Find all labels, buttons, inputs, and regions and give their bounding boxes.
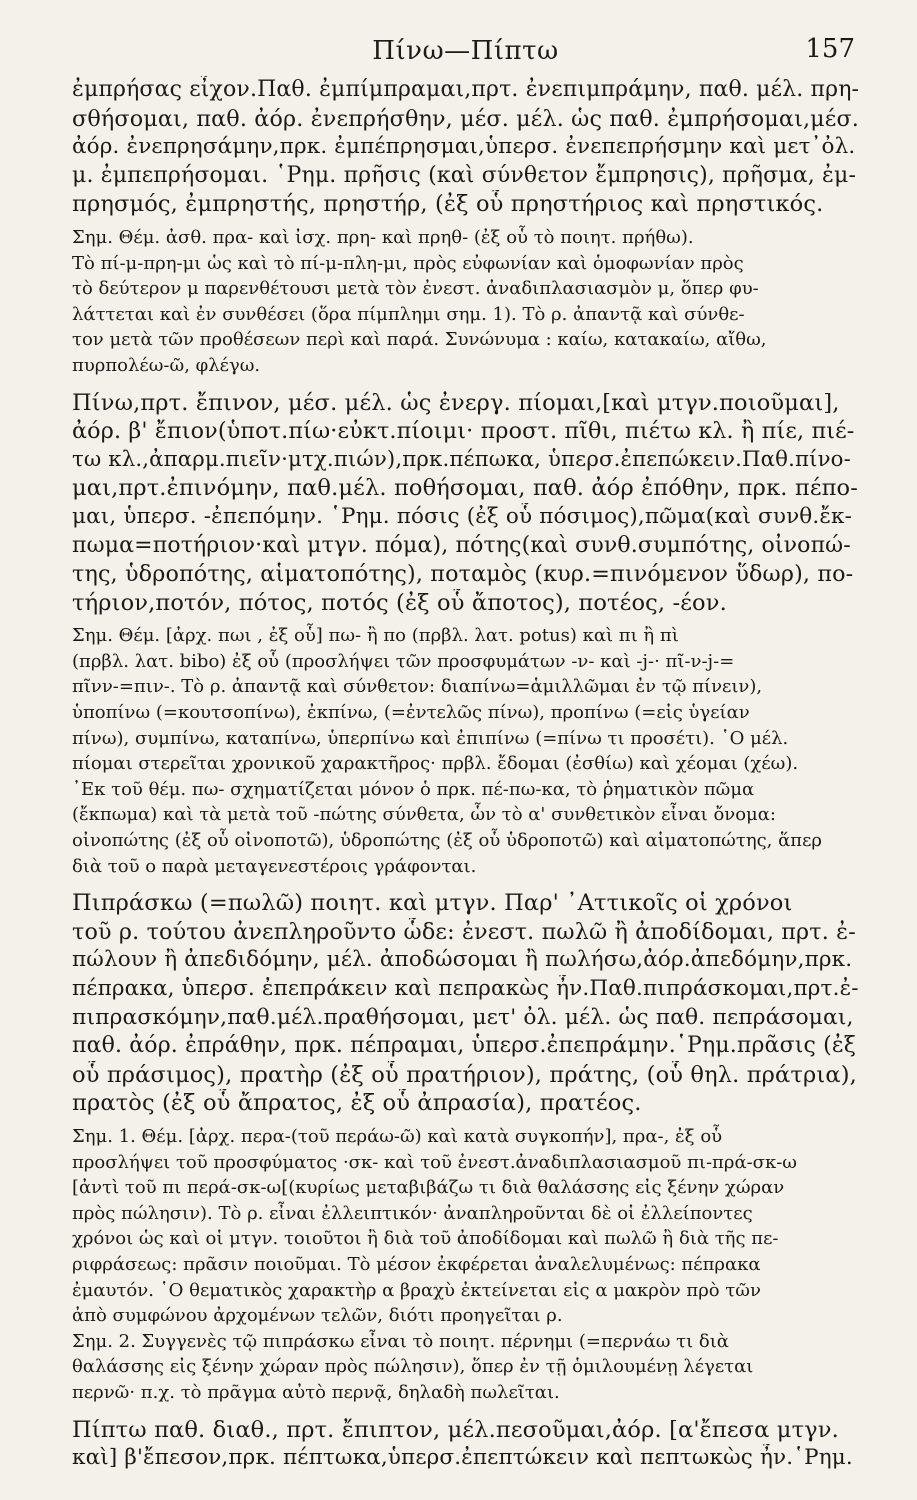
text-line: οὗ πράσιμος), πρατὴρ (ἐξ οὗ πρατήριον), πράτης, (οὗ θηλ. πράτρια), — [72, 1061, 857, 1088]
note-line: λάττεται καὶ ἐν συνθέσει (ὅρα πίμπλημι σημ. 1). Τὸ ρ. ἀπαντᾷ καὶ σύνθε- — [72, 303, 745, 325]
note-line: περνῶ· π.χ. τὸ πρᾶγμα αὐτὸ περνᾷ, δηλαδὴ πωλεῖται. — [72, 1381, 560, 1403]
note-line: τὸ δεύτερον μ παρενθέτουσι μετὰ τὸν ἐνεστ. ἀναδιπλασιασμὸν μ, ὅπερ φυ- — [72, 278, 759, 300]
text-line: πώλουν ἢ ἀπεδιδόμην, μέλ. ἀποδώσομαι ἢ πωλήσω,ἀόρ.ἀπεδόμην,πρκ. — [72, 947, 853, 973]
note-line: πίνω), συμπίνω, καταπίνω, ὑπερπίνω καὶ ἐπιπίνω (=πίνω τι προσέτι). ῾Ο μέλ. — [72, 727, 789, 749]
text-line: της, ὑδροπότης, αἱματοπότης), ποταμὸς (κυρ.=πινόμενον ὕδωρ), πο- — [72, 561, 854, 588]
note-line: Σημ. 1. Θέμ. [ἀρχ. περα-(τοῦ περάω-ῶ) καὶ κατὰ συγκοπήν], πρα-, ἐξ οὗ — [72, 1125, 723, 1147]
page-number: 157 — [805, 34, 855, 64]
entry-block — [72, 76, 859, 219]
note-block — [72, 1124, 859, 1406]
note-line: ἀπὸ συμφώνου ἀρχομένων τελῶν, διότι προηγεῖται ρ. — [72, 1305, 563, 1327]
text-line: πιπρασκόμην,παθ.μέλ.πραθήσομαι, μετ' ὀλ. μέλ. ὡς παθ. πεπράσομαι, — [72, 1004, 854, 1030]
text-line: μαι,πρτ.ἐπινόμην, παθ.μέλ. ποθήσομαι, παθ. ἀόρ ἐπόθην, πρκ. πέπο- — [72, 475, 859, 502]
text-line: πωμα=ποτήριον·καὶ μτγν. πόμα), πότης(καὶ συνθ.συμπότης, οἰνοπώ- — [72, 532, 851, 558]
text-line: ἐμπρήσας εἶχον.Παθ. ἐμπίμπραμαι,πρτ. ἐνεπιμπράμην, παθ. μέλ. πρη- — [72, 77, 859, 102]
text-line: τοῦ ρ. τούτου ἀνεπληροῦντο ὧδε: ἐνεστ. πωλῶ ἢ ἀποδίδομαι, πρτ. ἐ- — [72, 918, 856, 945]
text-line: πρατὸς (ἐξ οὗ ἄπρατος, ἐξ οὗ ἀπρασία), πρατέος. — [72, 1090, 642, 1117]
text-line: μ. ἐμπεπρήσομαι. ῾Ρημ. πρῆσις (καὶ σύνθετον ἔμπρησις), πρῆσμα, ἐμ- — [72, 162, 857, 188]
text-line: παθ. ἀόρ. ἐπράθην, πρκ. πέπραμαι, ὑπερσ.ἐπεπράμην.῾Ρημ.πρᾶσις (ἐξ — [72, 1033, 857, 1059]
note-line: οἰνοπώτης (ἐξ οὗ οἰνοποτῶ), ὑδροπώτης (ἐξ οὗ ὑδροποτῶ) καὶ αἱματοπώτης, ἅπερ — [72, 830, 823, 852]
block-gap — [72, 379, 859, 389]
text-line: τω κλ.,ἀπαρμ.πιεῖν·μτχ.πιών),πρκ.πέπωκα, ὑπερσ.ἐπεπώκειν.Παθ.πίνο- — [72, 446, 851, 472]
entry-block — [72, 389, 859, 618]
note-line: ριφράσεως: πρᾶσιν ποιοῦμαι. Τὸ μέσον ἐκφέρεται ἀναλελυμένως: πέπρακα — [72, 1253, 761, 1275]
page-header — [72, 26, 859, 76]
note-block — [72, 225, 859, 379]
note-line: (πρβλ. λατ. bibo) ἐξ οὗ (προσλήψει τῶν προσφυμάτων -ν- καὶ -j-· πῖ-ν-j-= — [72, 650, 735, 672]
block-gap — [72, 1406, 859, 1416]
note-line: Σημ. Θέμ. ἀσθ. πρα- καὶ ἰσχ. πρη- καὶ πρηθ- (ἐξ οὗ τὸ ποιητ. πρήθω). — [72, 226, 694, 248]
text-line: πέπρακα, ὑπερσ. ἐπεπράκειν καὶ πεπρακὼς ἦν.Παθ.πιπράσκομαι,πρτ.ἐ- — [72, 976, 859, 1001]
text-line: τήριον,ποτόν, πότος, ποτός (ἐξ οὗ ἄποτος), ποτέος, -έον. — [72, 589, 727, 616]
entry-block — [72, 1416, 859, 1473]
entry-block — [72, 889, 859, 1118]
note-line: τον μετὰ τῶν προθέσεων περὶ καὶ παρά. Συνώνυμα : καίω, κατακαίω, αἴθω, — [72, 329, 767, 351]
note-line: (ἔκπωμα) καὶ τὰ μετὰ τοῦ -πώτης σύνθετα, ὧν τὸ α' συνθετικὸν εἶναι ὄνομα: — [72, 804, 776, 826]
text-line: Πιπράσκω (=πωλῶ) ποιητ. καὶ μτγν. Παρ' ᾿Αττικοῖς οἱ χρόνοι — [72, 890, 793, 917]
text-line: Πίπτω παθ. διαθ., πρτ. ἔπιπτον, μέλ.πεσοῦμαι,ἀόρ. [α'ἔπεσα μτγν. — [72, 1416, 839, 1443]
note-line: ᾿Εκ τοῦ θέμ. πω- σχηματίζεται μόνον ὁ πρκ. πέ-πω-κα, τὸ ῥηματικὸν πῶμα — [72, 778, 755, 800]
note-line: ὑποπίνω (=κουτσοπίνω), ἐκπίνω, (=ἐντελῶς πίνω), προπίνω (=εἰς ὑγείαν — [72, 702, 750, 724]
note-line: χρόνοι ὡς καὶ οἱ μτγν. τοιοῦτοι ἢ διὰ τοῦ ἀποδίδομαι καὶ πωλῶ ἢ διὰ τῆς πε- — [72, 1228, 779, 1250]
note-line: πῖνν-=πιν-. Τὸ ρ. ἀπαντᾷ καὶ σύνθετον: διαπίνω=ἁμιλλῶμαι ἐν τῷ πίνειν), — [72, 676, 763, 698]
note-line: Τὸ πί-μ-πρη-μι ὡς καὶ τὸ πί-μ-πλη-μι, πρὸς εὐφωνίαν καὶ ὁμοφωνίαν πρὸς — [72, 252, 744, 274]
text-line: καὶ] β'ἔπεσον,πρκ. πέπτωκα,ὑπερσ.ἐπεπτώκειν καὶ πεπτωκὼς ἦν.῾Ρημ. — [72, 1445, 853, 1471]
running-head: Πίνω—Πίπτω — [372, 36, 559, 66]
note-line: πυρπολέω-ῶ, φλέγω. — [72, 354, 261, 376]
note-line: ἐμαυτόν. ῾Ο θεματικὸς χαρακτὴρ α βραχὺ ἐκτείνεται εἰς α μακρὸν πρὸ τῶν — [72, 1279, 761, 1301]
note-line: πρὸς πώλησιν). Τὸ ρ. εἶναι ἐλλειπτικόν· ἀναπληροῦνται δὲ οἱ ἐλλείποντες — [72, 1202, 753, 1224]
note-line: Σημ. 2. Συγγενὲς τῷ πιπράσκω εἶναι τὸ ποιητ. πέρνημι (=περνάω τι διὰ — [72, 1330, 729, 1352]
note-line: πίομαι στερεῖται χρονικοῦ χαρακτῆρος· πρβλ. ἔδομαι (ἐσθίω) καὶ χέομαι (χέω). — [72, 753, 799, 775]
note-line: διὰ τοῦ ο παρὰ μεταγενεστέροις γράφονται. — [72, 855, 477, 877]
note-line: προσλήψει τοῦ προσφύματος ·σκ- καὶ τοῦ ἐνεστ.ἀναδιπλασιασμοῦ πι-πρά-σκ-ω — [72, 1151, 797, 1173]
note-line: θαλάσσης εἰς ξένην χώραν πρὸς πώλησιν), ὅπερ ἐν τῇ ὁμιλουμένῃ λέγεται — [72, 1356, 754, 1378]
text-line: ἀόρ. β' ἔπιον(ὑποτ.πίω·εὐκτ.πίοιμι· προστ. πῖθι, πιέτω κλ. ἢ πίε, πιέ- — [72, 418, 855, 445]
text-line: μαι, ὑπερσ. -ἐπεπόμην. ῾Ρημ. πόσις (ἐξ οὗ πόσιμος),πῶμα(καὶ συνθ.ἔκ- — [72, 503, 853, 529]
page-content — [72, 76, 859, 1473]
note-line: [ἀντὶ τοῦ πι περά-σκ-ω[(κυρίως μεταβιβάζω τι διὰ θαλάσσης εἰς ξένην χώραν — [72, 1177, 785, 1199]
text-line: πρησμός, ἐμπρηστής, πρηστήρ, (ἐξ οὗ πρηστήριος καὶ πρηστικός. — [72, 191, 824, 218]
text-line: σθήσομαι, παθ. ἀόρ. ἐνεπρήσθην, μέσ. μέλ. ὡς παθ. ἐμπρήσομαι,μέσ. — [72, 105, 859, 132]
note-block — [72, 623, 859, 879]
text-line: ἀόρ. ἐνεπρησάμην,πρκ. ἐμπέπρησμαι,ὑπερσ. ἐνεπεπρήσμην καὶ μετ᾽ὀλ. — [72, 134, 856, 160]
note-line: Σημ. Θέμ. [ἀρχ. πωι , ἐξ οὗ] πω- ἢ πο (πρβλ. λατ. potus) καὶ πι ἢ πὶ — [72, 625, 679, 647]
block-gap — [72, 879, 859, 889]
text-line: Πίνω,πρτ. ἔπινον, μέσ. μέλ. ὡς ἐνεργ. πίομαι,[καὶ μτγν.ποιοῦμαι], — [72, 389, 840, 416]
